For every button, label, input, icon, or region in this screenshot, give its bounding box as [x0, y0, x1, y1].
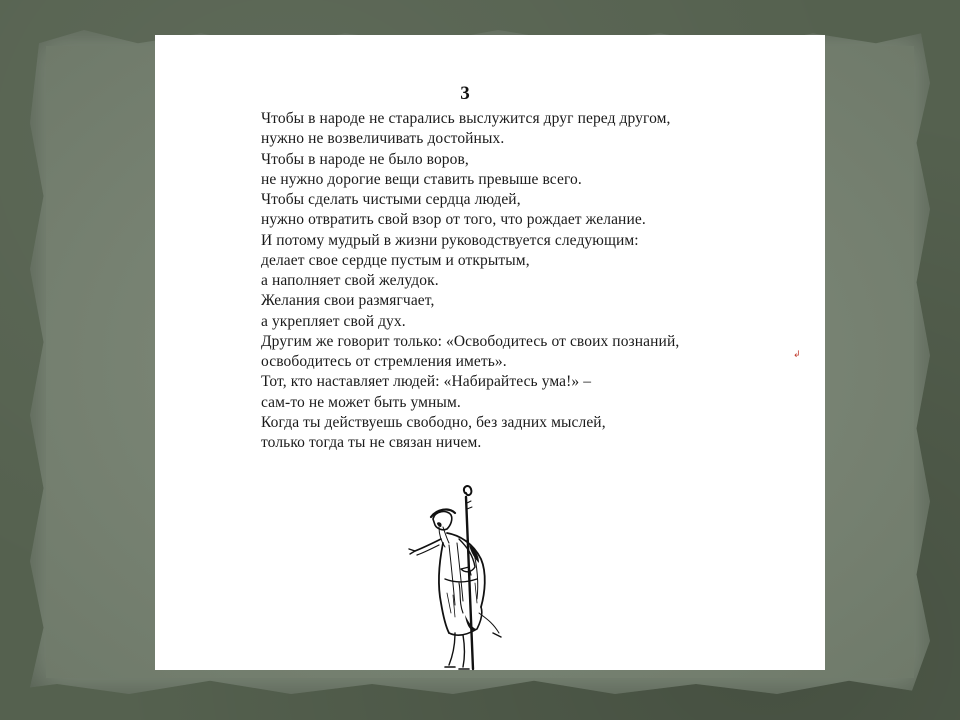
verse-line: освободитесь от стремления иметь». — [261, 353, 507, 370]
verse-line: Тот, кто наставляет людей: «Набирайтесь ума!» – — [261, 373, 592, 391]
verse-line: Чтобы сделать чистыми сердца людей, — [261, 191, 521, 208]
verse-line: И потому мудрый в жизни руководствуется следующим: — [261, 231, 639, 249]
scanned-page — [155, 35, 825, 670]
verse-line: Желания свои размягчает, — [261, 292, 435, 310]
verse-line: а укрепляет свой дух. — [261, 312, 406, 330]
verse-line: Чтобы в народе не старались выслужится друг перед другом, — [261, 110, 671, 127]
verse-line: не нужно дорогие вещи ставить превыше всего. — [261, 170, 582, 188]
verse-line: нужно не возвеличивать достойных. — [261, 130, 505, 148]
sage-with-staff-illustration — [403, 483, 513, 671]
verse-line: а наполняет свой желудок. — [261, 272, 439, 289]
verse-text — [261, 109, 781, 453]
verse-line: Другим же говорит только: «Освободитесь от своих познаний, — [261, 332, 680, 350]
verse-line: сам-то не может быть умным. — [261, 393, 461, 411]
page-number: 3 — [460, 83, 470, 104]
verse-line: Когда ты действуешь свободно, без задних мыслей, — [261, 413, 606, 431]
margin-mark: ↲ — [793, 350, 801, 360]
verse-line: нужно отвратить свой взор от того, что рождает желание. — [261, 211, 646, 229]
verse-line: делает свое сердце пустым и открытым, — [261, 251, 530, 269]
verse-line: Чтобы в народе не было воров, — [261, 150, 469, 168]
verse-line: только тогда ты не связан ничем. — [261, 434, 482, 451]
